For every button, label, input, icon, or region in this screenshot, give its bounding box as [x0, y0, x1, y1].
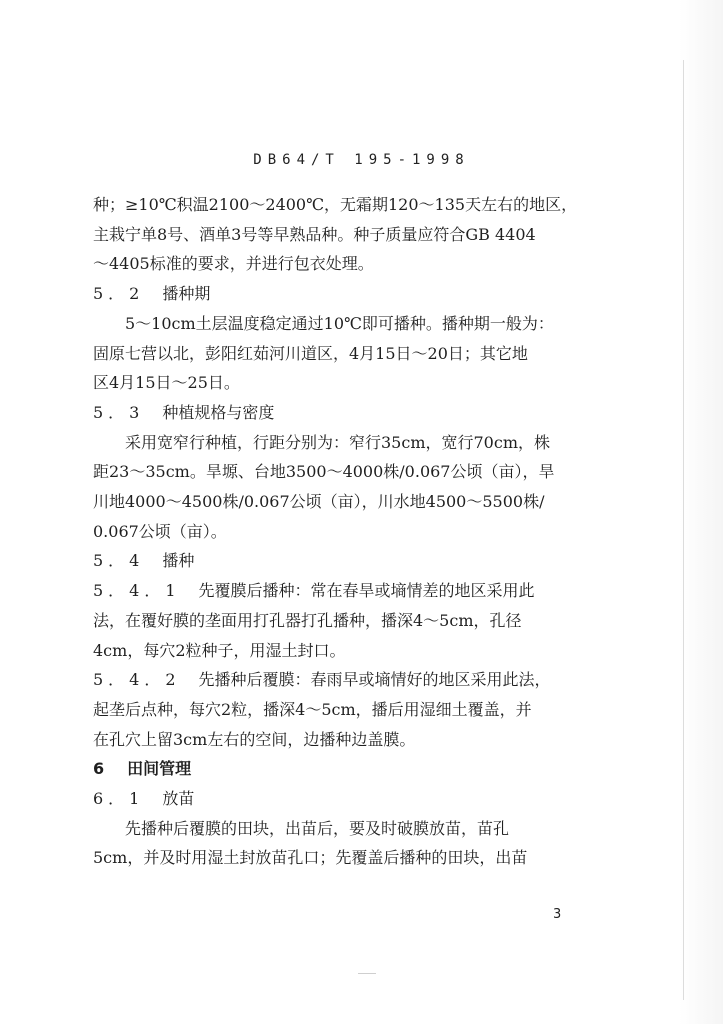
body-text: 种；≥10℃积温2100～2400℃，无霜期120～135天左右的地区， [93, 195, 578, 214]
body-line [93, 487, 608, 517]
body-text: 先播种后覆膜：春雨早或墒情好的地区采用此法， [198, 670, 551, 690]
section-heading [93, 279, 608, 309]
body-text: 5cm，并及时用湿土封放苗孔口；先覆盖后播种的田块，出苗 [93, 848, 528, 868]
body-line [93, 725, 608, 755]
body-text: 距23～35cm。旱塬、台地3500～4000株/0.067公顷（亩），旱 [93, 462, 555, 482]
subsection-number: 5．4．2 [93, 670, 181, 690]
body-text: 0.067公顷（亩）。 [93, 521, 227, 541]
section-number: 5．4 [93, 551, 145, 571]
body-text: 先播种后覆膜的田块，出苗后，要及时破膜放苗，苗孔 [125, 818, 510, 838]
body-line [93, 220, 608, 250]
body-line [93, 636, 608, 666]
section-title: 播种期 [162, 284, 211, 304]
body-line [93, 368, 608, 398]
chapter-heading [93, 754, 608, 784]
body-line [93, 339, 608, 369]
subsection-line [93, 665, 608, 695]
body-line [93, 695, 608, 725]
body-text: 主栽宁单8号、酒单3号等早熟品种。种子质量应符合GB 4404 [93, 224, 536, 244]
bottom-mark [358, 973, 376, 974]
body-line [93, 249, 608, 279]
section-title: 种植规格与密度 [162, 402, 275, 422]
body-text: 法，在覆好膜的垄面用打孔器打孔播种，播深4～5cm，孔径 [93, 610, 522, 630]
body-line [93, 428, 608, 458]
section-heading [93, 784, 608, 814]
section-title: 放苗 [162, 789, 195, 809]
body-line [93, 606, 608, 636]
body-text: 在孔穴上留3cm左右的空间，边播种边盖膜。 [93, 729, 416, 749]
body-text: 川地4000～4500株/0.067公顷（亩），川水地4500～5500株/ [93, 492, 545, 512]
body-line [93, 814, 608, 844]
body-text: 固原七营以北，彭阳红茹河川道区，4月15日～20日；其它地 [93, 343, 528, 363]
section-title: 播种 [162, 551, 195, 571]
body-text: 采用宽窄行种植，行距分别为：窄行35cm，宽行70cm，株 [125, 432, 550, 452]
body-text: 先覆膜后播种：常在春旱或墒情差的地区采用此 [198, 581, 535, 601]
body-text: ～4405标准的要求，并进行包衣处理。 [93, 254, 374, 274]
page-edge-line [683, 60, 684, 1000]
body-line [93, 517, 608, 547]
body-line [93, 190, 608, 220]
subsection-number: 5．4．1 [93, 581, 181, 601]
section-number: 6．1 [93, 789, 145, 809]
body-line [93, 843, 608, 873]
body-text: 5～10cm土层温度稳定通过10℃即可播种。播种期一般为： [125, 313, 554, 333]
body-text: 区4月15日～25日。 [93, 373, 240, 393]
body-text: 4cm，每穴2粒种子，用湿土封口。 [93, 640, 346, 660]
standard-header: DB64/T 195-1998 [253, 152, 470, 168]
body-text: 起垄后点种，每穴2粒，播深4～5cm，播后用湿细土覆盖，并 [93, 699, 532, 719]
section-number: 5．2 [93, 284, 145, 304]
section-heading [93, 398, 608, 428]
chapter-title: 田间管理 [127, 759, 192, 779]
subsection-line [93, 576, 608, 606]
page-number: 3 [553, 907, 562, 922]
chapter-number: 6 [93, 759, 110, 779]
body-line [93, 309, 608, 339]
document-body [93, 190, 608, 873]
section-number: 5．3 [93, 402, 145, 422]
section-heading [93, 546, 608, 576]
body-line [93, 457, 608, 487]
